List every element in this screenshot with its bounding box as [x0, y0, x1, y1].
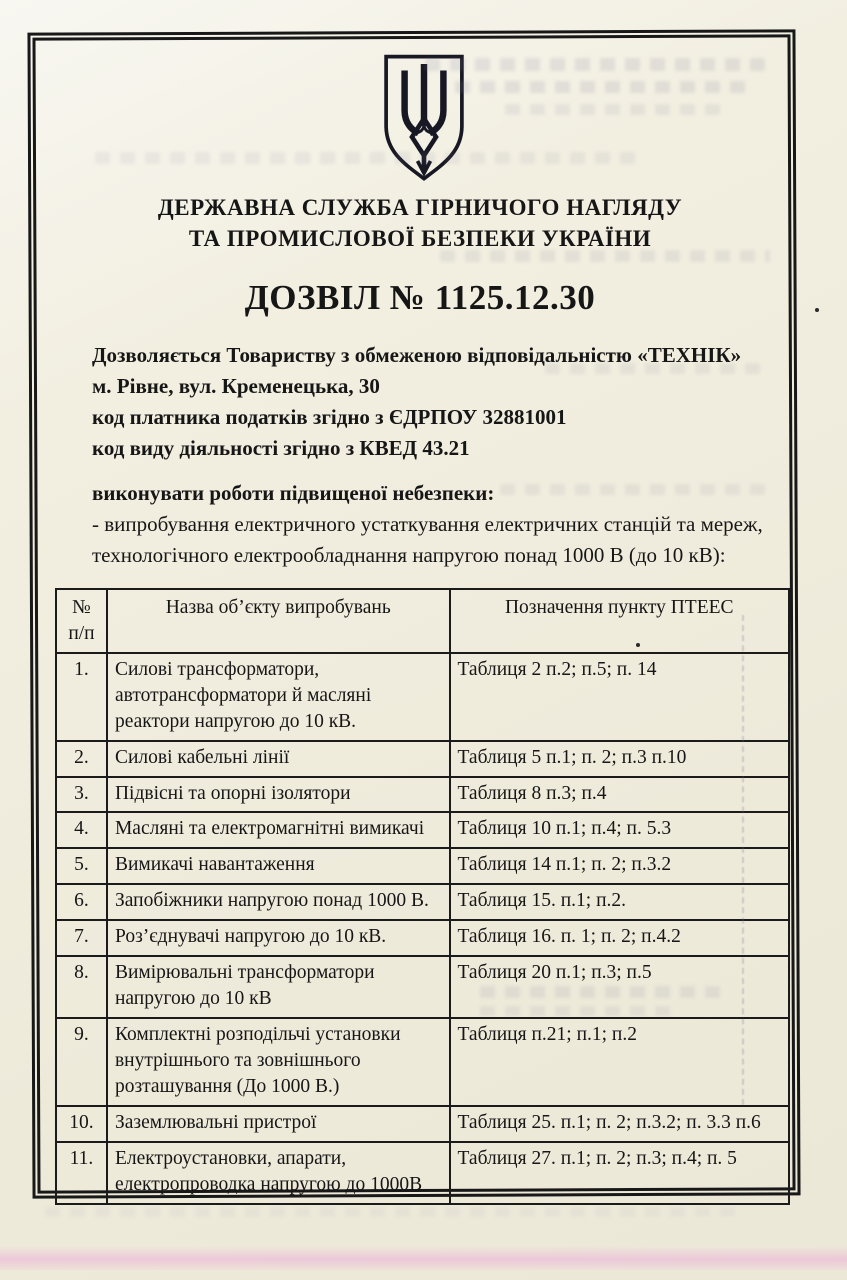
table-cell-ref: Таблиця 5 п.1; п. 2; п.3 п.10 — [450, 741, 790, 777]
permit-intro-prefix: Дозволяється — [92, 343, 227, 367]
permit-tax-code: код платника податків згідно з ЄДРПОУ 32881001 — [92, 405, 567, 430]
organization-name-line2: ТА ПРОМИСЛОВОЇ БЕЗПЕКИ УКРАЇНИ — [188, 226, 652, 252]
table-cell-name: Роз’єднувачі напругою до 10 кВ. — [107, 920, 450, 956]
table-cell-num: 9. — [56, 1018, 107, 1106]
table-cell-ref: Таблиця 27. п.1; п. 2; п.3; п.4; п. 5 — [450, 1142, 790, 1204]
permit-address: м. Рівне, вул. Кременецька, 30 — [92, 374, 380, 399]
table-cell-ref: Таблиця 8 п.3; п.4 — [450, 777, 790, 813]
permit-title: ДОЗВІЛ № 1125.12.30 — [244, 278, 596, 317]
table-cell-ref: Таблиця 20 п.1; п.3; п.5 — [450, 956, 790, 1018]
table-cell-num: 7. — [56, 920, 107, 956]
table-header-name: Назва об’єкту випробувань — [107, 589, 450, 653]
table-row — [56, 777, 789, 813]
table-row — [56, 1142, 789, 1204]
table-cell-num: 11. — [56, 1142, 107, 1204]
table-row — [56, 884, 789, 920]
table-cell-num: 5. — [56, 848, 107, 884]
table-cell-num: 3. — [56, 777, 107, 813]
table-header-row — [56, 589, 789, 653]
table-cell-name: Електроустановки, апарати, електропроводка напругою до 1000В — [107, 1142, 450, 1204]
table-header-num: № п/п — [56, 589, 107, 653]
organization-name-line1: ДЕРЖАВНА СЛУЖБА ГІРНИЧОГО НАГЛЯДУ — [157, 195, 683, 220]
bleed-through-mark — [455, 81, 750, 93]
works-heading: виконувати роботи підвищеної небезпеки: — [92, 481, 495, 505]
permit-activity-code: код виду діяльності згідно з КВЕД 43.21 — [92, 436, 470, 461]
table-cell-num: 1. — [56, 653, 107, 741]
table-cell-name: Масляні та електромагнітні вимикачі — [107, 812, 450, 848]
table-cell-ref: Таблиця п.21; п.1; п.2 — [450, 1018, 790, 1106]
scanner-edge-artifact — [0, 1246, 847, 1270]
ukraine-trident-emblem-icon — [375, 52, 473, 186]
permit-intro-line — [92, 340, 772, 371]
table-row — [56, 741, 789, 777]
table-cell-num: 8. — [56, 956, 107, 1018]
table-cell-name: Вимірювальні трансформатори напругою до 10 кВ — [107, 956, 450, 1018]
table-cell-ref: Таблиця 16. п. 1; п. 2; п.4.2 — [450, 920, 790, 956]
bleed-through-mark — [505, 104, 720, 115]
works-item-line1: - випробування електричного устаткування електричних станцій та мереж, — [92, 511, 763, 536]
table-row — [56, 848, 789, 884]
table-cell-num: 10. — [56, 1106, 107, 1142]
works-item-line2: технологічного електрообладнання напругою понад 1000 В (до 10 кВ): — [92, 542, 726, 567]
table-row — [56, 653, 789, 741]
organization-name — [40, 192, 800, 254]
table-cell-ref: Таблиця 15. п.1; п.2. — [450, 884, 790, 920]
table-cell-name: Силові кабельні лінії — [107, 741, 450, 777]
table-header-ref: Позначення пункту ПТЕЕС — [450, 589, 790, 653]
table-cell-name: Комплектні розподільчі установки внутрішнього та зовнішнього розташування (До 1000 В.) — [107, 1018, 450, 1106]
table-row — [56, 956, 789, 1018]
permit-holder-block — [92, 340, 772, 464]
table-cell-ref: Таблиця 10 п.1; п.4; п. 5.3 — [450, 812, 790, 848]
bleed-through-mark — [95, 152, 640, 164]
bleed-through-mark — [45, 1207, 735, 1217]
table-row — [56, 812, 789, 848]
table-cell-name: Силові трансформатори, автотрансформатори й масляні реактори напругою до 10 кВ. — [107, 653, 450, 741]
table-cell-name: Підвісні та опорні ізолятори — [107, 777, 450, 813]
permit-company-name: Товариству з обмеженою відповідальністю «ТЕХНІК» — [226, 343, 742, 367]
table-cell-name: Запобіжники напругою понад 1000 В. — [107, 884, 450, 920]
table-cell-num: 4. — [56, 812, 107, 848]
table-cell-name: Заземлювальні пристрої — [107, 1106, 450, 1142]
table-row — [56, 1106, 789, 1142]
works-block — [92, 478, 772, 571]
test-objects-table — [55, 588, 790, 1205]
table-row — [56, 920, 789, 956]
table-cell-num: 6. — [56, 884, 107, 920]
table-cell-name: Вимикачі навантаження — [107, 848, 450, 884]
table-cell-ref: Таблиця 14 п.1; п. 2; п.3.2 — [450, 848, 790, 884]
table-cell-num: 2. — [56, 741, 107, 777]
table-row — [56, 1018, 789, 1106]
table-cell-ref: Таблиця 25. п.1; п. 2; п.3.2; п. 3.3 п.6 — [450, 1106, 790, 1142]
bleed-through-mark — [425, 58, 765, 71]
table-cell-ref: Таблиця 2 п.2; п.5; п. 14 — [450, 653, 790, 741]
scan-speck — [815, 308, 819, 312]
